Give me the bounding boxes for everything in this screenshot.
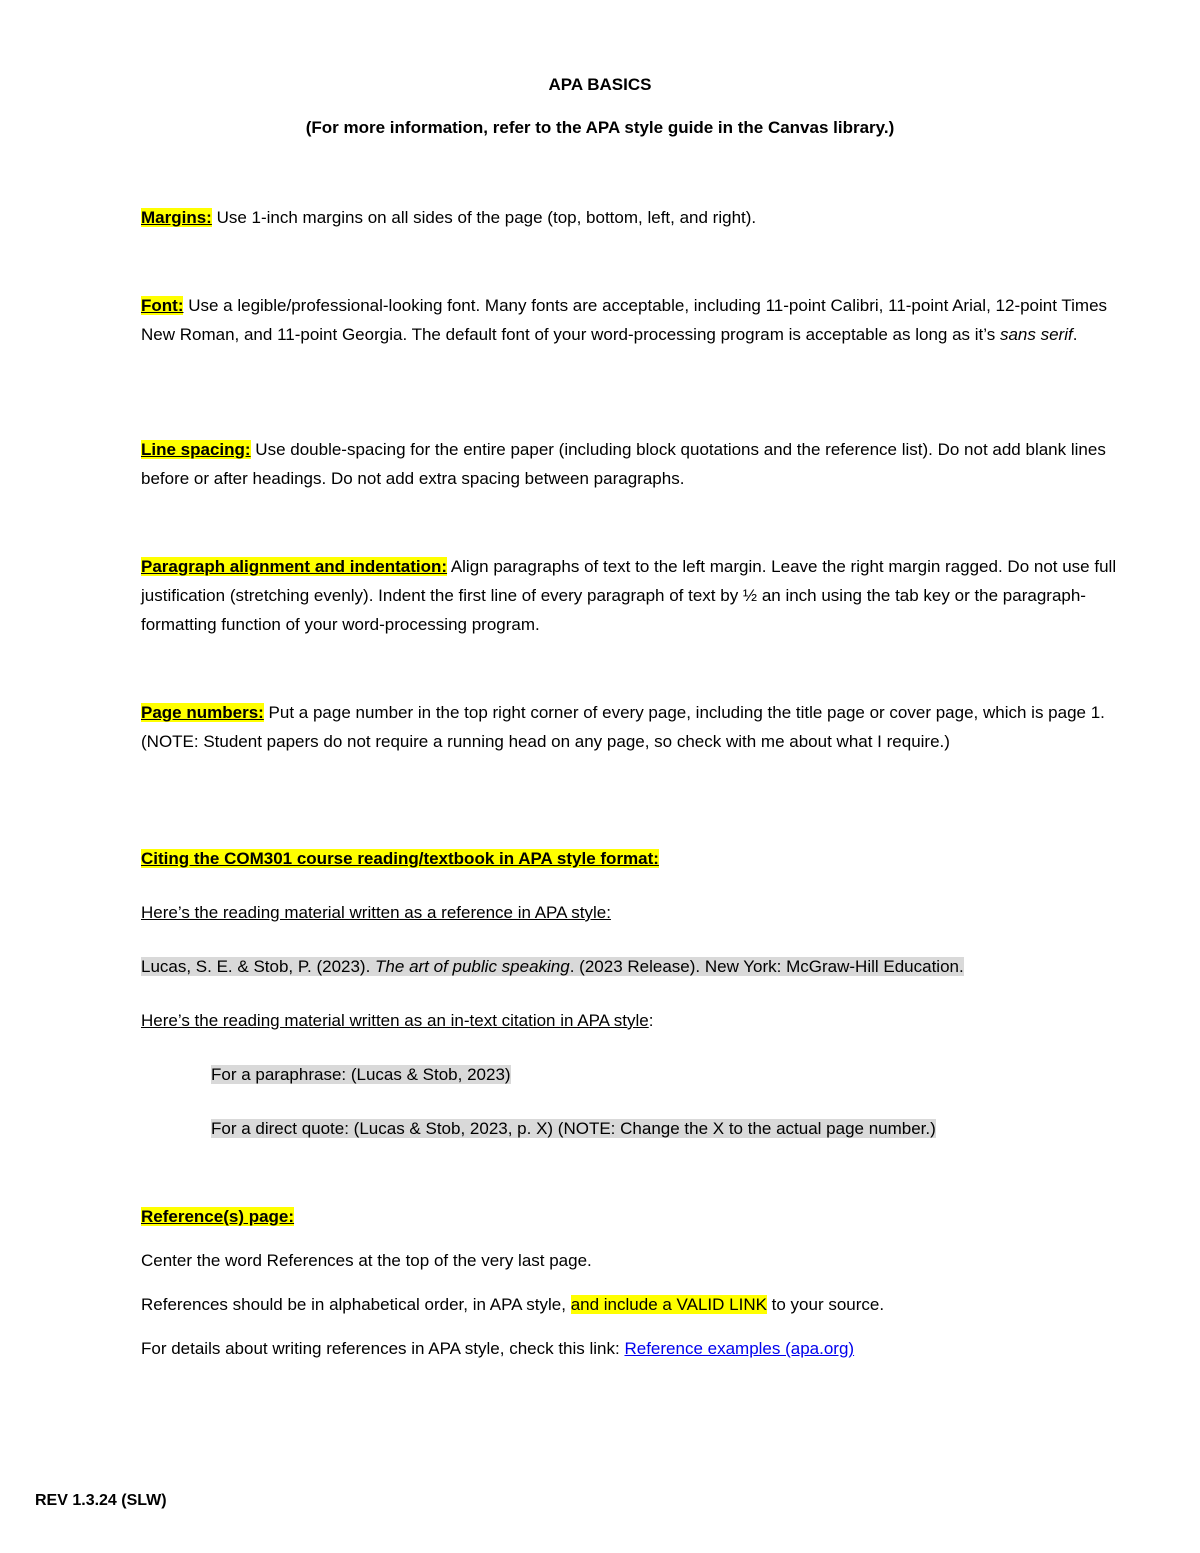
valid-link-highlight: and include a VALID LINK	[570, 1295, 767, 1314]
page-numbers-paragraph	[141, 698, 1126, 756]
citing-heading-text: Citing the COM301 course reading/textbook in APA style format:	[141, 849, 659, 868]
direct-quote-citation-text: For a direct quote: (Lucas & Stob, 2023, p. X) (NOTE: Change the X to the actual page number.)	[211, 1119, 936, 1138]
references-heading	[141, 1202, 1126, 1231]
paragraph-alignment-label: Paragraph alignment and indentation:	[141, 557, 448, 576]
references-heading-text: Reference(s) page:	[141, 1207, 295, 1226]
reference-before: Lucas, S. E. & Stob, P. (2023).	[141, 957, 376, 976]
paraphrase-citation	[211, 1060, 1126, 1089]
font-end: .	[1072, 325, 1078, 344]
margins-text: Use 1-inch margins on all sides of the page (top, bottom, left, and right).	[211, 208, 757, 227]
page-title: APA BASICS	[548, 75, 652, 94]
font-paragraph	[141, 291, 1126, 349]
paraphrase-citation-text: For a paraphrase: (Lucas & Stob, 2023)	[211, 1065, 511, 1084]
direct-quote-citation	[211, 1114, 1126, 1143]
reference-entry-highlight	[141, 957, 964, 976]
margins-label: Margins:	[141, 208, 212, 227]
intext-intro	[141, 1006, 1126, 1035]
paragraph-alignment-text: Align paragraphs of text to the left margin. Leave the right margin ragged. Do not use full justification (stretching evenly). Indent the first line of every paragraph of text by ½ an inch using the tab key or the paragraph-formatting function of your word-processing program.	[141, 557, 1117, 634]
reference-intro	[141, 898, 1126, 927]
citing-heading	[141, 844, 1126, 873]
references-line-2-after: to your source.	[766, 1295, 885, 1314]
intext-intro-colon: :	[648, 1011, 654, 1030]
reference-intro-text: Here’s the reading material written as a reference in APA style:	[141, 903, 611, 922]
reference-entry	[141, 952, 1126, 981]
paragraph-alignment-paragraph	[141, 552, 1126, 639]
references-line-2	[141, 1290, 1126, 1319]
line-spacing-label: Line spacing:	[141, 440, 251, 459]
intext-intro-text: Here’s the reading material written as an in-text citation in APA style	[141, 1011, 649, 1030]
page-numbers-text: Put a page number in the top right corner of every page, including the title page or cover page, which is page 1. (NOTE: Student papers do not require a running head on any page, so check with me about what I require.)	[141, 703, 1105, 751]
references-line-2-before: References should be in alphabetical order, in APA style,	[141, 1295, 571, 1314]
references-line-3-before: For details about writing references in APA style, check this link:	[141, 1339, 625, 1358]
margins-paragraph	[141, 203, 1126, 232]
reference-examples-link[interactable]: Reference examples (apa.org)	[624, 1339, 855, 1358]
font-italic-term: sans serif	[999, 325, 1073, 344]
references-line-1-text: Center the word References at the top of the very last page.	[141, 1251, 592, 1270]
line-spacing-paragraph	[141, 435, 1126, 493]
page-subtitle: (For more information, refer to the APA style guide in the Canvas library.)	[305, 118, 895, 137]
page-numbers-label: Page numbers:	[141, 703, 264, 722]
line-spacing-text: Use double-spacing for the entire paper (including block quotations and the reference list). Do not add blank lines before or after headings. Do not add extra spacing between paragraphs.	[141, 440, 1106, 488]
references-line-3	[141, 1334, 1126, 1363]
font-label: Font:	[141, 296, 184, 315]
reference-after: . (2023 Release). New York: McGraw-Hill Education.	[569, 957, 964, 976]
reference-book-title: The art of public speaking	[375, 957, 570, 976]
references-line-1	[141, 1246, 1126, 1275]
revision-footer: REV 1.3.24 (SLW)	[35, 1492, 167, 1509]
font-text: Use a legible/professional-looking font. Many fonts are acceptable, including 11-point Calibri, 11-point Arial, 12-point Times New Roman, and 11-point Georgia. The default font of your word-processing program is acceptable as long as it’s	[141, 296, 1108, 344]
